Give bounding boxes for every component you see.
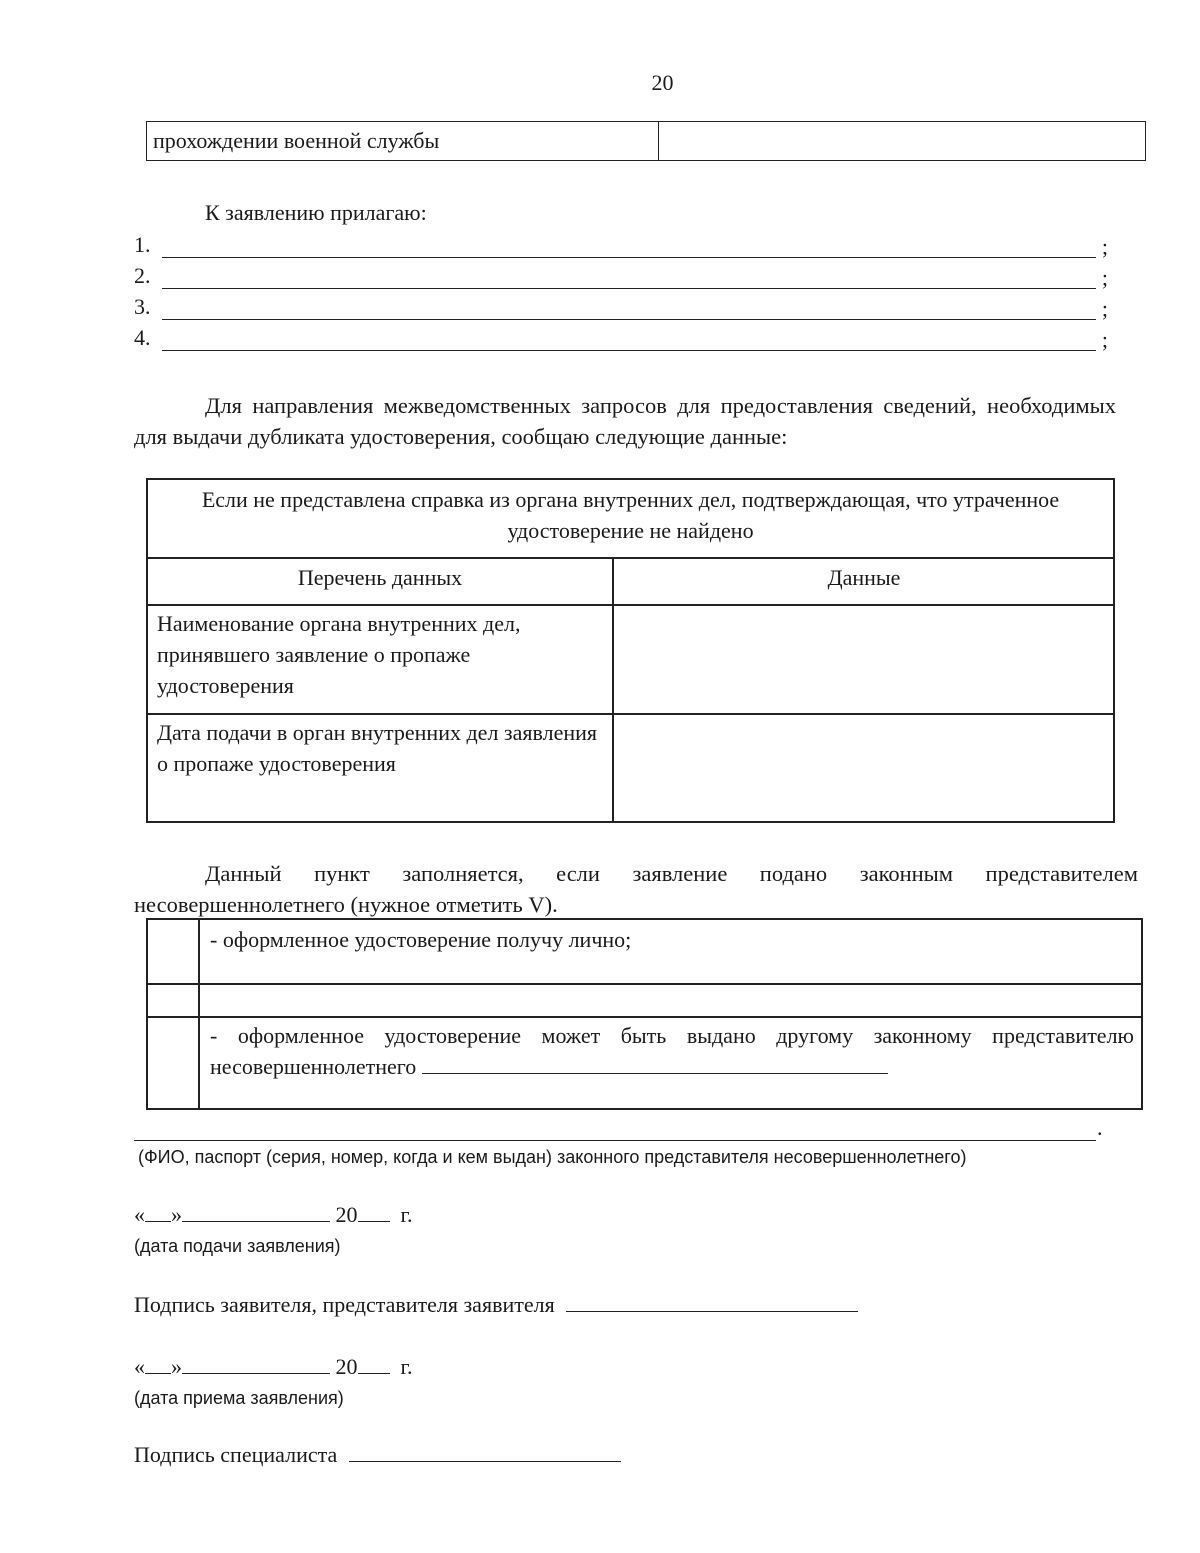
submit-date-caption: (дата подачи заявления) — [134, 1236, 341, 1256]
page-number: 20 — [651, 70, 674, 95]
fio-blank[interactable] — [134, 1110, 1096, 1141]
fio-end: . — [1097, 1115, 1103, 1140]
quote-close: » — [171, 1202, 182, 1227]
month-blank[interactable] — [182, 1373, 330, 1374]
row-divider — [148, 604, 1113, 606]
day-blank[interactable] — [145, 1221, 171, 1222]
checkbox-column-divider — [198, 920, 200, 1108]
year-suffix: г. — [400, 1202, 413, 1227]
accept-date-caption: (дата приема заявления) — [134, 1388, 344, 1408]
year-prefix: 20 — [335, 1202, 358, 1227]
row-value-date[interactable] — [614, 717, 1114, 822]
attachment-line-4[interactable] — [134, 325, 1114, 355]
column-header-data: Данные — [827, 565, 901, 590]
attachment-end: ; — [1101, 296, 1108, 321]
applicant-signature-blank[interactable] — [566, 1311, 858, 1312]
row-value-authority[interactable] — [614, 608, 1114, 713]
attachment-number: 3. — [134, 294, 151, 319]
other-rep-blank[interactable] — [422, 1073, 888, 1074]
attachment-line-1[interactable] — [134, 232, 1114, 262]
attachment-number: 1. — [134, 232, 151, 257]
attachments-title: К заявлению прилагаю: — [205, 200, 427, 225]
day-blank[interactable] — [145, 1373, 171, 1374]
service-table-label: прохождении военной службы — [147, 122, 659, 160]
year-blank[interactable] — [358, 1373, 390, 1374]
attachment-blank[interactable] — [162, 288, 1096, 289]
attachment-line-3[interactable] — [134, 294, 1114, 324]
data-table-header: Если не представлена справка из органа внутренних дел, подтверждающая, что утраченное удостоверение не найдено — [148, 480, 1113, 559]
quote-open: « — [134, 1202, 145, 1227]
row-label-date: Дата подачи в орган внутренних дел заявления о пропаже удостоверения — [157, 720, 597, 776]
option-table — [146, 918, 1143, 1110]
row-label-authority: Наименование органа внутренних дел, принявшего заявление о пропаже удостоверения — [157, 611, 521, 698]
row-divider — [148, 713, 1113, 715]
year-suffix: г. — [400, 1354, 413, 1379]
row-divider — [148, 983, 1141, 985]
attachment-end: ; — [1101, 234, 1108, 259]
checkbox-option-other-rep[interactable] — [148, 1018, 198, 1108]
attachment-end: ; — [1101, 327, 1108, 352]
accept-date — [134, 1354, 454, 1386]
data-table — [146, 478, 1115, 823]
attachment-blank[interactable] — [162, 350, 1096, 351]
month-blank[interactable] — [182, 1221, 330, 1222]
attachment-number: 2. — [134, 263, 151, 288]
applicant-signature-row — [134, 1292, 858, 1318]
specialist-signature-row — [134, 1442, 621, 1468]
fio-caption: (ФИО, паспорт (серия, номер, когда и кем выдан) законного представителя несовершеннолетнего) — [138, 1147, 967, 1167]
row-divider — [148, 1016, 1141, 1018]
attachment-end: ; — [1101, 265, 1108, 290]
column-header-list: Перечень данных — [297, 565, 463, 590]
option-other-rep-text: - оформленное удостоверение может быть выдано другому законному представителю несовершеннолетнего — [210, 1023, 1134, 1079]
service-table — [146, 121, 1146, 161]
attachment-number: 4. — [134, 325, 151, 350]
year-prefix: 20 — [335, 1354, 358, 1379]
requests-paragraph: Для направления межведомственных запросов для предоставления сведений, необходимых для выдачи дубликата удостоверения, сообщаю следующие данные: — [134, 393, 1116, 449]
attachment-blank[interactable] — [162, 319, 1096, 320]
attachment-blank[interactable] — [162, 257, 1096, 258]
attachment-line-2[interactable] — [134, 263, 1114, 293]
minor-paragraph: Данный пункт заполняется, если заявление подано законным представителем несовершеннолетнего (нужное отметить V). — [134, 861, 1138, 917]
applicant-signature-label: Подпись заявителя, представителя заявителя — [134, 1292, 555, 1317]
option-other-rep-label — [210, 1020, 1134, 1082]
option-personal-label: - оформленное удостоверение получу лично; — [210, 927, 632, 952]
year-blank[interactable] — [358, 1221, 390, 1222]
specialist-signature-label: Подпись специалиста — [134, 1442, 338, 1467]
specialist-signature-blank[interactable] — [349, 1461, 621, 1462]
checkbox-option-personal[interactable] — [148, 920, 198, 983]
submit-date — [134, 1202, 454, 1234]
quote-open: « — [134, 1354, 145, 1379]
quote-close: » — [171, 1354, 182, 1379]
